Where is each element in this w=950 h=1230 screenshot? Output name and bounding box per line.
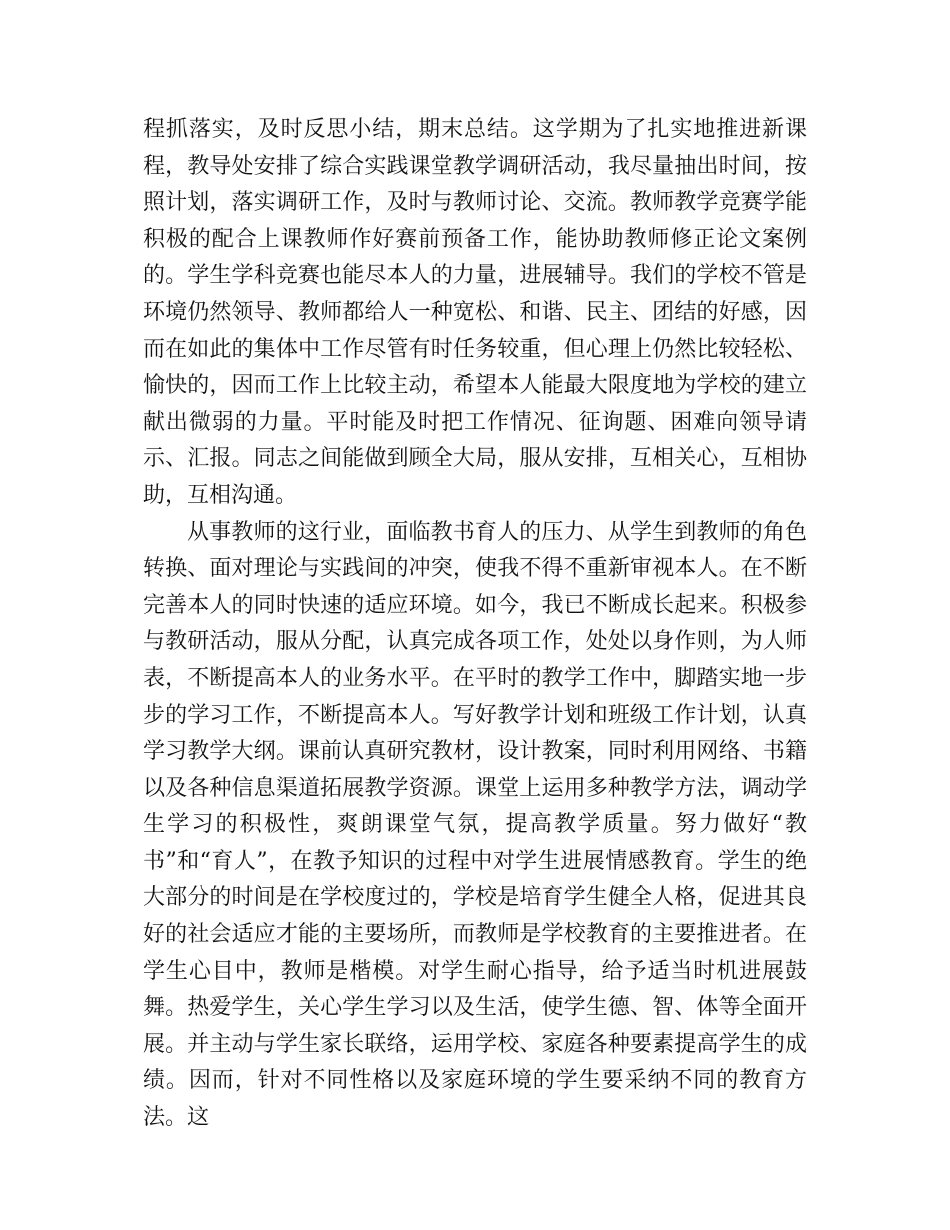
paragraph-continued: 程抓落实，及时反思小结，期末总结。这学期为了扎实地推进新课程，教导处安排了综合实践课堂教学调研活动，我尽量抽出时间，按照计划，落实调研工作，及时与教师讨论、交流。教师教学竞赛学能积极的配合上课教师作好赛前预备工作，能协助教师修正论文案例的。学生学科竞赛也能尽本人的力量，进展辅导。我们的学校不管是环境仍然领导、教师都给人一种宽松、和谐、民主、团结的好感，因而在如此的集体中工作尽管有时任务较重，但心理上仍然比较轻松、愉快的，因而工作上比较主动，希望本人能最大限度地为学校的建立献出微弱的力量。平时能及时把工作情况、征询题、困难向领导请示、汇报。同志之间能做到顾全大局，服从安排，互相关心，互相协助，互相沟通。 [143,117,807,508]
paragraph-teaching-reflection: 从事教师的这行业，面临教书育人的压力、从学生到教师的角色转换、面对理论与实践间的冲突，使我不得不重新审视本人。在不断完善本人的同时快速的适应环境。如今，我已不断成长起来。积极参与教研活动，服从分配，认真完成各项工作，处处以身作则，为人师表，不断提高本人的业务水平。在平时的教学工作中，脚踏实地一步步的学习工作，不断提高本人。写好教学计划和班级工作计划，认真学习教学大纲。课前认真研究教材，设计教案，同时利用网络、书籍以及各种信息渠道拓展教学资源。课堂上运用多种教学方法，调动学生学习的积极性，爽朗课堂气氛，提高教学质量。努力做好“教书”和“育人”，在教予知识的过程中对学生进展情感教育。学生的绝大部分的时间是在学校度过的，学校是培育学生健全人格，促进其良好的社会适应才能的主要场所，而教师是学校教育的主要推进者。在学生心目中，教师是楷模。对学生耐心指导，给予适当时机进展鼓舞。热爱学生，关心学生学习以及生活，使学生德、智、体等全面开展。并主动与学生家长联络，运用学校、家庭各种要素提高学生的成绩。因而，针对不同性格以及家庭环境的学生要采纳不同的教育方法。这 [143,519,807,1131]
document-body [143,112,807,1137]
